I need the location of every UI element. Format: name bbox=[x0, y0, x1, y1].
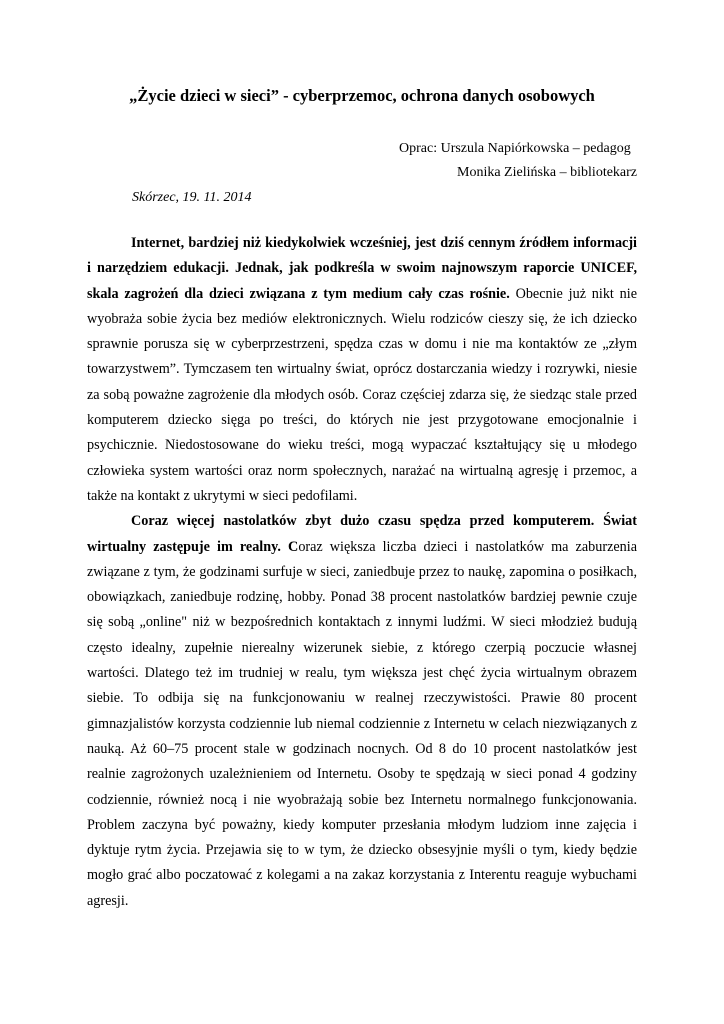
author-line-1: Oprac: Urszula Napiórkowska – pedagog bbox=[399, 141, 631, 156]
paragraph-1 bbox=[87, 231, 637, 509]
paragraph-2-text: oraz większa liczba dzieci i nastolatków ma zaburzenia związane z tym, że godzinami surfuje w sieci, zaniedbuje przez to naukę, zapomina o posiłkach, obowiązkach, zaniedbuje rodzinę, hobby. Ponad 38 procent nastolatków bardziej pewnie czuje się sobą „online" niż w bezpośrednich kontaktach z innymi ludźmi. W sieci młodzież budują często idealny, zupełnie nierealny wizerunek siebie, z którego czerpią poczucie własnej wartości. Dlatego też im trudniej w realu, tym większa jest chęć życia wirtualnym obrazem siebie. To odbija się na funkcjonowaniu w realnej rzeczywistości. Prawie 80 procent gimnazjalistów korzysta codziennie lub niemal codziennie z Internetu w celach niezwiązanych z nauką. Aż 60–75 procent stale w godzinach nocnych. Od 8 do 10 procent nastolatków jest realnie zagrożonych uzależnieniem od Internetu. Osoby te spędzają w sieci ponad 4 godziny codziennie, również nocą i nie wyobrażają sobie bez Internetu normalnego funkcjonowania. Problem zaczyna być poważny, kiedy komputer przesłania młodym ludziom inne zajęcia i dyktuje rytm życia. Przejawia się to w tym, że dziecko obsesyjnie myśli o tym, kiedy będzie mogło grać albo poczatować z kolegami a na zakaz korzystania z Interentu reaguje wybuchami agresji. bbox=[87, 538, 637, 909]
paragraph-2-lead: Coraz więcej nastolatków zbyt dużo czasu spędza przed komputerem. Świat wirtualny zastępuje im realny. C bbox=[87, 513, 637, 555]
paragraph-1-lead: Internet, bardziej niż kiedykolwiek wcześniej, jest dziś cennym źródłem informacji i narzędziem edukacji. Jednak, jak podkreśla w swoim najnowszym raporcie UNICEF, skala zagrożeń dla dzieci związana z tym medium cały czas rośnie. bbox=[87, 235, 637, 302]
document-body bbox=[87, 231, 637, 914]
document-title: „Życie dzieci w sieci” - cyberprzemoc, ochrona danych osobowych bbox=[129, 86, 595, 105]
paragraph-1-text: Obecnie już nikt nie wyobraża sobie życia bez mediów elektronicznych. Wielu rodziców cieszy się, że ich dziecko sprawnie porusza się w cyberprzestrzeni, spędza czas w domu i nie ma kontaktów ze „złym towarzystwem”. Tymczasem ten wirtualny świat, oprócz dostarczania wiedzy i rozrywki, niesie za sobą poważne zagrożenie dla młodych osób. Coraz częściej zdarza się, że siedząc stale przed komputerem dziecko sięga po treści, do których nie jest przygotowane emocjonalnie i psychicznie. Niedostosowane do wieku treści, mogą wypaczać kształtujący się u młodego człowieka system wartości oraz norm społecznych, narażać na wirtualną agresję i przemoc, a także na kontakt z ukrytymi w sieci pedofilami. bbox=[87, 285, 637, 504]
document-date: Skórzec, 19. 11. 2014 bbox=[132, 190, 252, 205]
author-line-2: Monika Zielińska – bibliotekarz bbox=[457, 165, 638, 180]
paragraph-2 bbox=[87, 509, 637, 914]
